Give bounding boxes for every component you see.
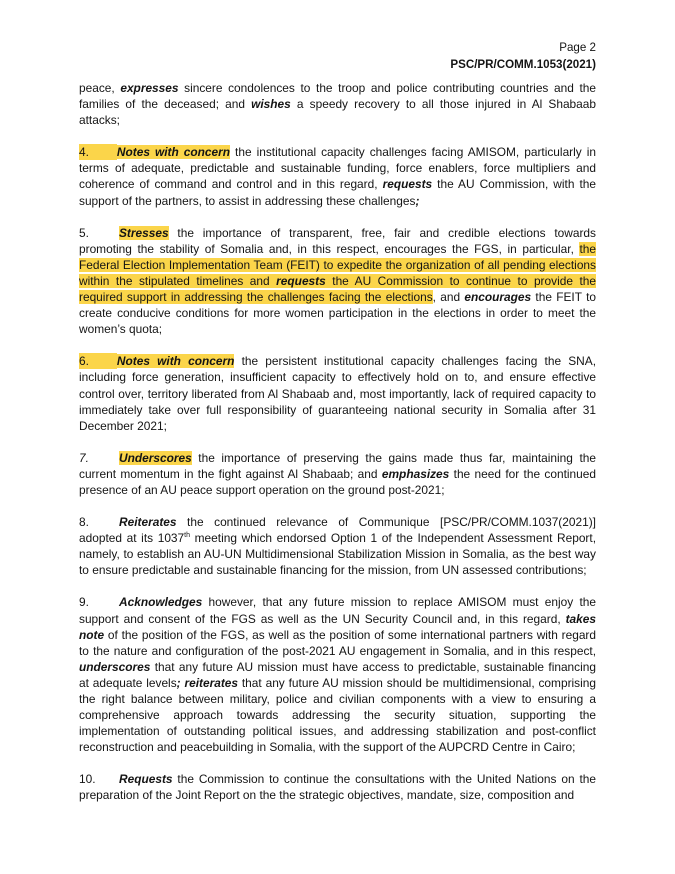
- paragraph-continuation: peace, expresses sincere condolences to the troop and police contributing countries and the families of the deceased; and wishes a speedy recovery to all those injured in Al Shabaab attacks;: [79, 81, 597, 128]
- keyword: Requests: [119, 772, 173, 787]
- paragraph-number: 8.: [79, 515, 89, 530]
- paragraph-5: 5. Stresses the importance of transparent, free, fair and credible elections towards promoting the stability of Somalia and, in this respect, encourages the FGS, in particular, the Federal Election Implementation Team (FEIT) to expedite the organization of all pending elections within the stipulated timelines and requests the AU Commission to continue to provide the required support in addressing the challenges facing the elections, and encourages the FEIT to create conducive conditions for more women participation in the elections in order to meet the women’s quota;: [79, 225, 596, 337]
- keyword: Acknowledges: [119, 595, 203, 610]
- paragraph-8: 8. Reiterates the continued relevance of Communique [PSC/PR/COMM.1037(2021)] adopted at its 1037th meeting which endorsed Option 1 of the Independent Assessment Report, namely, to establish an AU-UN Multidimensional Stabilization Mission in Somalia, as the best way to ensure predictable and sustainable financing for the mission, from UN assessed contributions;: [79, 515, 597, 578]
- keyword: wishes: [251, 97, 291, 112]
- keyword: requests: [276, 273, 326, 288]
- paragraph-number: 5.: [79, 225, 89, 240]
- keyword: Reiterates: [119, 515, 177, 530]
- keyword: Underscores: [119, 450, 192, 465]
- highlighted-text: the Federal Election Implementation Team (FEIT) to expedite the organization of all pending elections within the stipulated timelines and: [79, 241, 596, 288]
- highlighted-text: the AU Commission to continue to provide the required support in addressing the challenges facing the elections: [79, 273, 596, 305]
- keyword: Stresses: [119, 225, 169, 240]
- paragraph-4: 4. Notes with concern the institutional capacity challenges facing AMISOM, particularly in terms of adequate, predictable and sustainable funding, force enablers, force multipliers and coherence of command and control and in this regard, requests the AU Commission, with the support of the partners, to assist in addressing these challenges;: [79, 145, 596, 208]
- paragraph-9: 9. Acknowledges however, that any future mission to replace AMISOM must enjoy the support and consent of the FGS as well as the UN Security Council and, in this regard, takes note of the position of the FGS, as well as the position of some international partners with regard to the nature and configuration of the post-2021 AU engagement in Somalia, and in this respect, underscores that any future AU mission must have access to predictable, sustainable financing at adequate levels; reiterates that any future AU mission should be multidimensional, comprising the right balance between military, police and civilian components with a view to ensuring a comprehensive approach towards addressing the security situation, supporting the implementation of outstanding political issues, and addressing stabilization and post-conflict reconstruction and peacebuilding in Somalia, with the support of the AUPCRD Centre in Cairo;: [79, 595, 596, 755]
- keyword: expresses: [120, 81, 179, 95]
- keyword: emphasizes: [381, 466, 450, 481]
- paragraph-number: 6.: [79, 353, 117, 369]
- page-number: Page 2: [559, 41, 596, 54]
- document-body: [79, 80, 596, 820]
- paragraph-10: 10. Requests the Commission to continue the consultations with the United Nations on the preparation of the Joint Report on the the strategic objectives, mandate, size, composition and: [79, 772, 596, 803]
- paragraph-number: 10.: [79, 772, 96, 787]
- page-header: [450, 39, 596, 73]
- paragraph-6: 6. Notes with concern the persistent institutional capacity challenges facing the SNA, including force generation, insufficient capacity to effectively hold on to, and ensure effective control over, territory liberated from Al Shabaab and, most importantly, lack of required capacity to immediately take over full responsibility of guaranteeing national security in Somalia after 31 December 2021;: [79, 354, 596, 433]
- keyword: encourages: [464, 290, 532, 305]
- paragraph-7: 7. Underscores the importance of preserving the gains made thus far, maintaining the current momentum in the fight against Al Shabaab; and emphasizes the need for the continued presence of an AU peace support operation on the ground post-2021;: [79, 450, 596, 497]
- keyword: underscores: [79, 659, 151, 674]
- keyword: Notes with concern: [116, 145, 231, 160]
- paragraph-number: 7.: [79, 450, 89, 465]
- paragraph-number: 4.: [79, 144, 117, 160]
- keyword: takes note: [79, 611, 596, 642]
- keyword: Notes with concern: [116, 354, 235, 369]
- document-code: PSC/PR/COMM.1053(2021): [450, 58, 596, 71]
- paragraph-number: 9.: [79, 595, 89, 610]
- keyword: requests: [382, 177, 433, 192]
- keyword: reiterates: [184, 675, 239, 690]
